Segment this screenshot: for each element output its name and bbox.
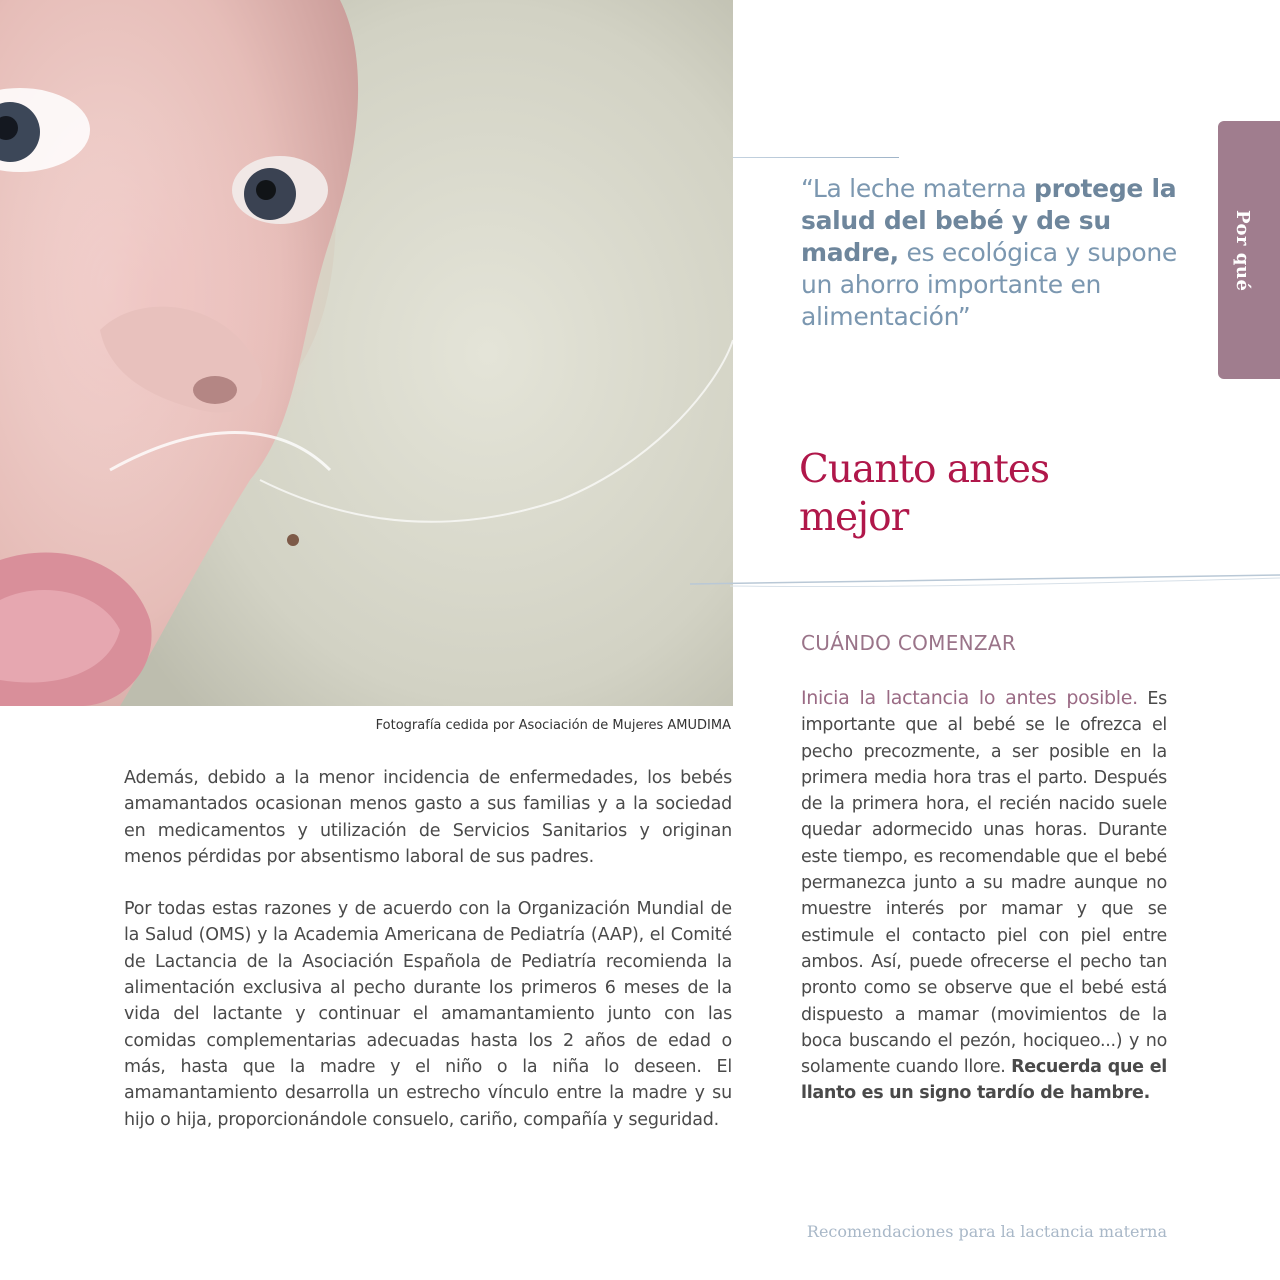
right-column-text: [801, 685, 1167, 1107]
left-column-text: [124, 765, 732, 1159]
quote-rest: es ecológica y supone un ahorro importante en alimentación”: [801, 238, 1178, 331]
wave-divider: [690, 570, 1280, 600]
page-title-line1: Cuanto antes: [799, 447, 1050, 492]
page-title-line2: mejor: [799, 495, 909, 540]
quote-highlight: protege la salud del bebé y de su madre,: [801, 174, 1177, 267]
quote-divider: [733, 157, 899, 158]
quote-open: “La leche materna: [801, 174, 1035, 203]
paragraph-recommendation: Por todas estas razones y de acuerdo con la Organización Mundial de la Salud (OMS) y la Academia Americana de Pediatría (AAP), el Comité de Lactancia de la Asociación Española de Pediatría recomienda la alimentación exclusiva al pecho durante los primeros 6 meses de la vida del lactante y continuar el amamantamiento junto con las comidas complementarias adecuadas hasta los 2 años de edad o más, hasta que la madre y el niño o la niña lo deseen. El amamantamiento desarrolla un estrecho vínculo entre la madre y su hijo o hija, proporcionándole consuelo, cariño, compañía y seguridad.: [124, 899, 732, 1130]
emphasis-sentence: Recuerda que el llanto es un signo tardío de hambre.: [801, 1057, 1167, 1104]
running-footer: Recomendaciones para la lactancia materna: [806, 1222, 1167, 1241]
paragraph-costs: Además, debido a la menor incidencia de enfermedades, los bebés amamantados ocasionan menos gasto a sus familias y a la sociedad en medicamentos y utilización de Servicios Sanitarios y originan menos pérdidas por absentismo laboral de sus padres.: [124, 768, 732, 867]
photo-caption: Fotografía cedida por Asociación de Mujeres AMUDIMA: [375, 718, 731, 733]
section-tab-label: Por qué: [1232, 210, 1253, 292]
lead-sentence: Inicia la lactancia lo antes posible.: [801, 687, 1138, 709]
breastfeeding-photo: [0, 0, 733, 706]
section-heading: CUÁNDO COMENZAR: [801, 631, 1017, 655]
body-text: Es importante que al bebé se le ofrezca el pecho precozmente, a ser posible en la primera media hora tras el parto. Después de la primera hora, el recién nacido suele quedar adormecido unas horas. Durante este tiempo, es recomendable que el bebé permanezca junto a su madre aunque no muestre interés por mamar y que se estimule el contacto piel con piel entre ambos. Así, puede ofrecerse el pecho tan pronto como se observe que el bebé está dispuesto a mamar (movimientos de la boca buscando el pezón, hociqueo...) y no solamente cuando llore.: [801, 689, 1167, 1078]
pull-quote: [801, 173, 1201, 333]
